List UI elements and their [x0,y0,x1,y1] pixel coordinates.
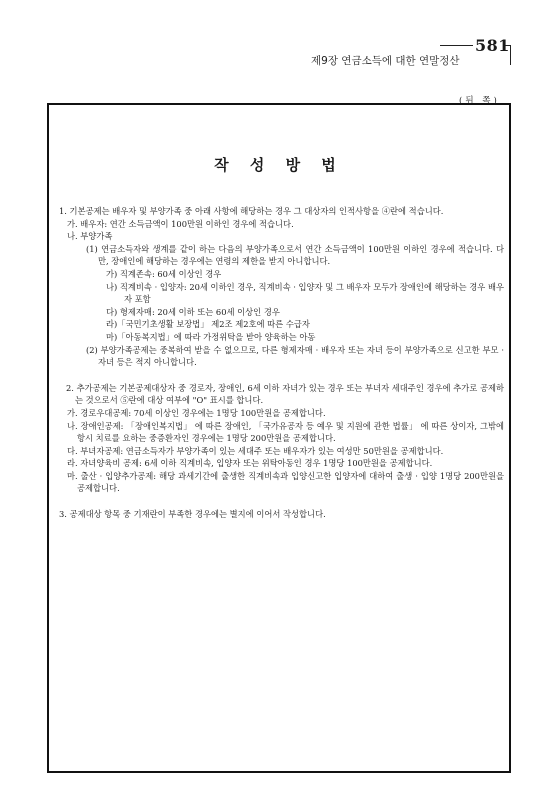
section-1-item-1: (1) 연금소득자와 생계를 같이 하는 다음의 부양가족으로서 연간 소득금액이 100만원 이하인 경우에 적습니다. 다만, 장애인에 해당하는 경우에는 연령의 제한을 받지 아니합니다. [86,243,504,267]
section-2-intro: 2. 추가공제는 기본공제대상자 중 경로자, 장애인, 6세 이하 자녀가 있는 경우 또는 부녀자 세대주인 경우에 추가로 공제하는 것으로서 ⑤란에 대상 여부에 "O" 표시를 합니다. [66,382,504,406]
section-2-ga: 가. 경로우대공제: 70세 이상인 경우에는 1명당 100만원을 공제합니다. [67,407,326,418]
chapter-title: 제9장 연금소득에 대한 연말정산 [311,55,460,67]
section-1-sub-na: 나) 직계비속 · 입양자: 20세 이하인 경우, 직계비속 · 입양자 및 그 배우자 모두가 장애인에 해당하는 경우 배우자 포함 [106,281,504,305]
section-3-intro: 3. 공제대상 항목 중 기재란이 부족한 경우에는 별지에 이어서 작성합니다. [59,509,326,520]
section-1-sub-da: 다) 형제자매: 20세 이하 또는 60세 이상인 경우 [106,306,280,317]
page-header [0,0,550,80]
section-1-sub-ma: 마)「아동복지법」에 따라 가정위탁을 받아 양육하는 아동 [106,331,316,342]
section-1-ga: 가. 배우자: 연간 소득금액이 100만원 이하인 경우에 적습니다. [67,218,294,229]
section-2-da: 다. 부녀자공제: 연금소득자가 부양가족이 있는 세대주 또는 배우자가 있는 여성만 50만원을 공제합니다. [67,445,444,456]
form-title: 작 성 방 법 [214,156,344,174]
section-2-na: 나. 장애인공제: 「장애인복지법」 에 따른 장애인, 「국가유공자 등 예우 및 지원에 관한 법률」 에 따른 상이자, 그밖에 항시 치료를 요하는 중증환자인 경우에는 1명당 200만원을 공제합니다. [67,420,504,444]
instructions-body [59,205,504,521]
section-1-intro: 1. 기본공제는 배우자 및 부양가족 중 아래 사항에 해당하는 경우 그 대상자의 인적사항을 ④란에 적습니다. [59,206,444,216]
header-rule-left [440,45,473,46]
back-side-label: (뒤 쪽) [459,96,500,106]
section-1-item-2: (2) 부양가족공제는 중복하여 받을 수 없으므로, 다른 형제자매 · 배우자 또는 자녀 등이 부양가족으로 신고한 부모 · 자녀 등은 적지 아니합니다. [86,344,504,368]
section-1-na: 나. 부양가족 [67,231,113,242]
section-1-sub-ga: 가) 직계존속: 60세 이상인 경우 [106,268,222,279]
instructions-frame [47,103,511,773]
section-2-ra: 라. 자녀양육비 공제: 6세 이하 직계비속, 입양자 또는 위탁아동인 경우 1명당 100만원을 공제합니다. [67,458,433,469]
section-1-sub-ra: 라)「국민기초생활 보장법」 제2조 제2호에 따른 수급자 [106,319,310,330]
page-number: 581 [475,36,510,55]
section-2-ma: 마. 출산 · 입양추가공제: 해당 과세기간에 출생한 직계비속과 입양신고한 입양자에 대하여 출생 · 입양 1명당 200만원을 공제합니다. [67,470,504,494]
header-rule-vertical [510,45,511,65]
